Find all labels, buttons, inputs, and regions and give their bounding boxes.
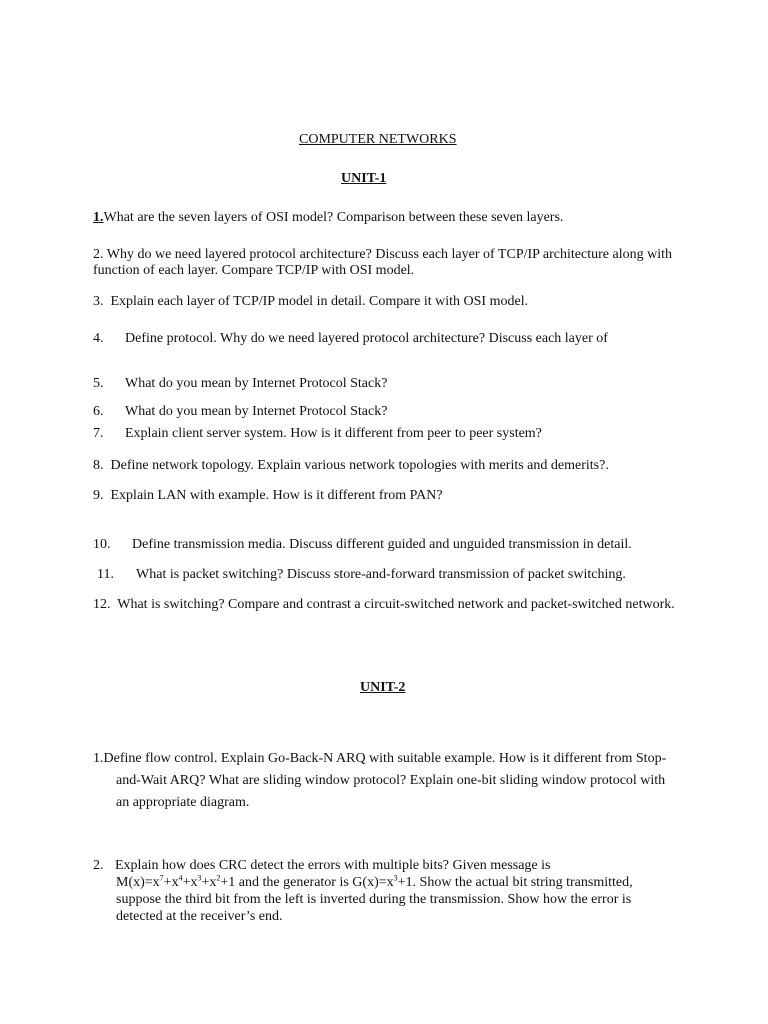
question-number: 9.: [93, 488, 104, 503]
question-12: [93, 597, 683, 613]
question-text: What are the seven layers of OSI model? Comparison between these seven layers.: [103, 210, 564, 225]
question-4: [93, 331, 683, 347]
question-3: [93, 294, 683, 310]
formula-text: +x: [163, 875, 179, 890]
question-line: suppose the third bit from the left is inverted during the transmission. Show how the error is: [116, 892, 632, 907]
unit-1-heading: UNIT-1: [341, 171, 387, 186]
document-title: COMPUTER NETWORKS: [299, 132, 457, 147]
formula-text: +1. Show the actual bit string transmitted,: [397, 875, 633, 890]
question-text: Define network topology. Explain various network topologies with merits and demerits?.: [110, 458, 609, 473]
question-text: Explain how does CRC detect the errors with multiple bits? Given message is: [115, 858, 551, 873]
question-number: 4.: [93, 331, 104, 346]
exponent: 3: [393, 873, 398, 883]
question-10: [93, 537, 683, 553]
formula-text: M(x)=x: [116, 875, 160, 890]
question-5: [93, 376, 683, 392]
question-number: 1.: [93, 751, 104, 766]
question-text: Why do we need layered protocol architecture? Discuss each layer of TCP/IP architecture along with function of each layer. Compare TCP/IP with OSI model.: [93, 247, 672, 278]
question-number: 2.: [93, 858, 104, 873]
question-text: What is packet switching? Discuss store-and-forward transmission of packet switching.: [136, 567, 626, 582]
exponent: 2: [216, 873, 221, 883]
exponent: 4: [178, 873, 183, 883]
unit2-question-1: [93, 748, 683, 814]
question-text: What do you mean by Internet Protocol Stack?: [125, 376, 388, 391]
question-number: 8.: [93, 458, 104, 473]
exponent: 7: [159, 873, 164, 883]
question-7: [93, 426, 683, 442]
question-text: What do you mean by Internet Protocol Stack?: [125, 404, 388, 419]
question-number: 1.: [93, 210, 104, 225]
question-line: and-Wait ARQ? What are sliding window protocol? Explain one-bit sliding window protocol with: [116, 773, 666, 788]
formula-text: +1 and the generator is G(x)=x: [220, 875, 394, 890]
question-text: What is switching? Compare and contrast a circuit-switched network and packet-switched network.: [117, 597, 675, 612]
question-9: [93, 488, 683, 504]
question-1: [93, 210, 683, 226]
question-11: [97, 567, 687, 583]
question-text: Explain client server system. How is it different from peer to peer system?: [125, 426, 542, 441]
question-number: 10.: [93, 537, 111, 552]
question-number: 6.: [93, 404, 104, 419]
question-number: 12.: [93, 597, 111, 612]
question-line: [93, 748, 683, 770]
question-text: Define transmission media. Discuss different guided and unguided transmission in detail.: [132, 537, 632, 552]
question-line: detected at the receiver’s end.: [116, 909, 283, 924]
formula-text: +x: [201, 875, 217, 890]
question-6: [93, 404, 683, 420]
question-2: [93, 247, 683, 279]
question-line: [93, 857, 683, 874]
question-line-formula: [116, 874, 683, 891]
exponent: 3: [197, 873, 202, 883]
formula-text: +x: [182, 875, 198, 890]
question-line: an appropriate diagram.: [116, 795, 250, 810]
question-number: 7.: [93, 426, 104, 441]
question-text: Explain LAN with example. How is it different from PAN?: [110, 488, 443, 503]
unit-2-heading: UNIT-2: [360, 680, 406, 695]
question-number: 2.: [93, 247, 104, 262]
question-number: 11.: [97, 567, 114, 582]
question-text: Explain each layer of TCP/IP model in detail. Compare it with OSI model.: [110, 294, 529, 309]
question-text: Define flow control. Explain Go-Back-N ARQ with suitable example. How is it different from Stop-: [103, 751, 667, 766]
question-text: Define protocol. Why do we need layered protocol architecture? Discuss each layer of: [125, 331, 608, 346]
question-number: 3.: [93, 294, 104, 309]
unit2-question-2: [93, 857, 683, 925]
question-number: 5.: [93, 376, 104, 391]
question-8: [93, 458, 683, 474]
